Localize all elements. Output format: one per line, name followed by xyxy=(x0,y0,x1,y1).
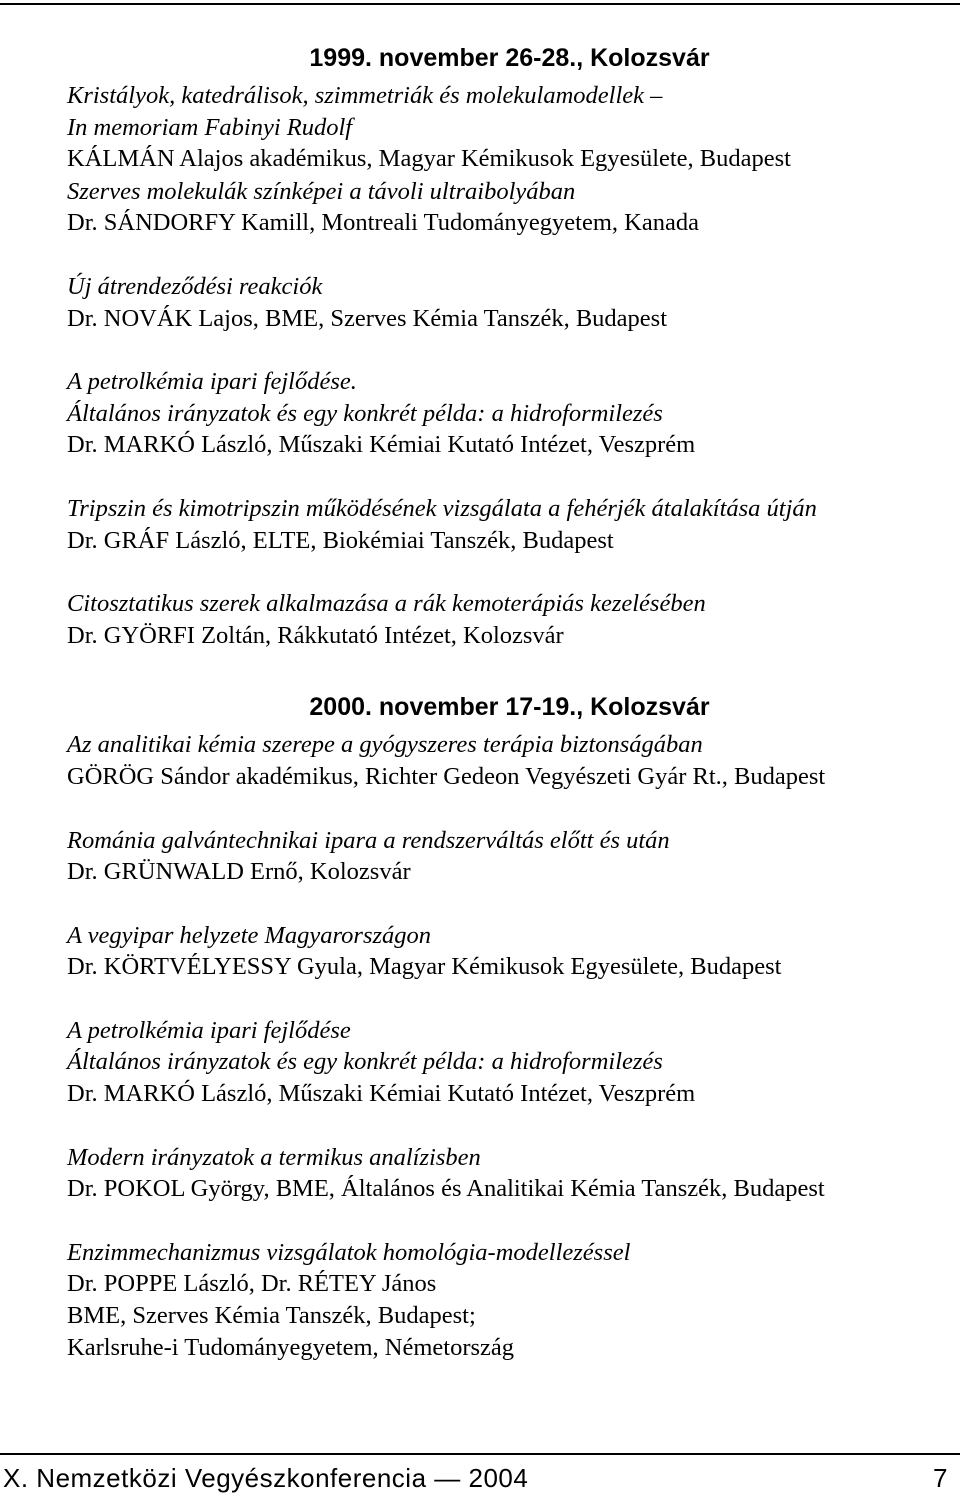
lecture-author: Karlsruhe-i Tudományegyetem, Németország xyxy=(67,1333,515,1361)
lecture-author: BME, Szerves Kémia Tanszék, Budapest; xyxy=(67,1302,476,1330)
lecture-title: Enzimmechanizmus vizsgálatok homológia-modellezéssel xyxy=(67,1238,631,1266)
page-footer xyxy=(3,1462,948,1494)
lecture-title: Tripszin és kimotripszin működésének vizsgálata a fehérjék átalakítása útján xyxy=(67,494,817,522)
lecture-author: Dr. GRÁF László, ELTE, Biokémiai Tanszék, Budapest xyxy=(67,526,614,554)
lecture-title: Románia galvántechnikai ipara a rendszerváltás előtt és után xyxy=(67,826,670,854)
lecture-title: Általános irányzatok és egy konkrét példa: a hidroformilezés xyxy=(67,399,663,427)
program-list xyxy=(67,36,952,1363)
lecture-title: Általános irányzatok és egy konkrét példa: a hidroformilezés xyxy=(67,1048,663,1076)
lecture-entry xyxy=(67,493,952,556)
lecture-title: Szerves molekulák színképei a távoli ultraibolyában xyxy=(67,177,576,205)
lecture-author: Dr. GYÖRFI Zoltán, Rákkutató Intézet, Kolozsvár xyxy=(67,621,564,649)
lecture-entry xyxy=(67,825,952,888)
lecture-entry xyxy=(67,366,952,461)
lecture-title: Új átrendeződési reakciók xyxy=(67,272,323,300)
page-number: 7 xyxy=(933,1463,948,1493)
lecture-title: Citosztatikus szerek alkalmazása a rák kemoterápiás kezelésében xyxy=(67,590,706,618)
lecture-author: Dr. NOVÁK Lajos, BME, Szerves Kémia Tanszék, Budapest xyxy=(67,304,668,332)
lecture-title: Kristályok, katedrálisok, szimmetriák és molekulamodellek – xyxy=(67,82,663,109)
top-rule xyxy=(0,3,960,5)
lecture-author: Dr. MARKÓ László, Műszaki Kémiai Kutató Intézet, Veszprém xyxy=(67,1080,696,1108)
lecture-author: Dr. GRÜNWALD Ernő, Kolozsvár xyxy=(67,858,411,886)
lecture-entry xyxy=(67,920,952,983)
section-date: 2000. november 17-19. xyxy=(309,693,577,722)
section-date: 1999. november 26-28. xyxy=(309,44,577,72)
section-heading xyxy=(67,36,952,80)
lecture-entry xyxy=(67,1015,952,1110)
section-place: , Kolozsvár xyxy=(576,693,710,722)
section-place: , Kolozsvár xyxy=(576,44,710,72)
lecture-author: Dr. SÁNDORFY Kamill, Montreali Tudományegyetem, Kanada xyxy=(67,209,699,237)
lecture-entry xyxy=(67,80,952,175)
lecture-title: Az analitikai kémia szerepe a gyógyszeres terápia biztonságában xyxy=(67,731,703,759)
section-heading xyxy=(67,685,952,729)
footer-conference-title: X. Nemzetközi Vegyészkonferencia — 2004 xyxy=(3,1463,529,1493)
lecture-title: In memoriam Fabinyi Rudolf xyxy=(67,113,353,141)
lecture-title: A vegyipar helyzete Magyarországon xyxy=(67,921,432,949)
footer-rule xyxy=(0,1453,960,1455)
lecture-entry xyxy=(67,1142,952,1205)
lecture-entry xyxy=(67,588,952,651)
lecture-entry xyxy=(67,729,952,792)
lecture-title: A petrolkémia ipari fejlődése. xyxy=(67,368,357,396)
lecture-author: Dr. POKOL György, BME, Általános és Analitikai Kémia Tanszék, Budapest xyxy=(67,1175,825,1203)
lecture-author: Dr. KÖRTVÉLYESSY Gyula, Magyar Kémikusok Egyesülete, Budapest xyxy=(67,953,782,981)
lecture-entry xyxy=(67,176,952,239)
lecture-title: Modern irányzatok a termikus analízisben xyxy=(67,1143,481,1171)
lecture-entry xyxy=(67,1237,952,1363)
lecture-author: Dr. MARKÓ László, Műszaki Kémiai Kutató Intézet, Veszprém xyxy=(67,431,696,459)
lecture-title: A petrolkémia ipari fejlődése xyxy=(67,1016,351,1044)
lecture-entry xyxy=(67,271,952,334)
lecture-author: GÖRÖG Sándor akadémikus, Richter Gedeon Vegyészeti Gyár Rt., Budapest xyxy=(67,762,826,790)
lecture-author: KÁLMÁN Alajos akadémikus, Magyar Kémikusok Egyesülete, Budapest xyxy=(67,145,791,173)
lecture-author: Dr. POPPE László, Dr. RÉTEY János xyxy=(67,1270,437,1298)
